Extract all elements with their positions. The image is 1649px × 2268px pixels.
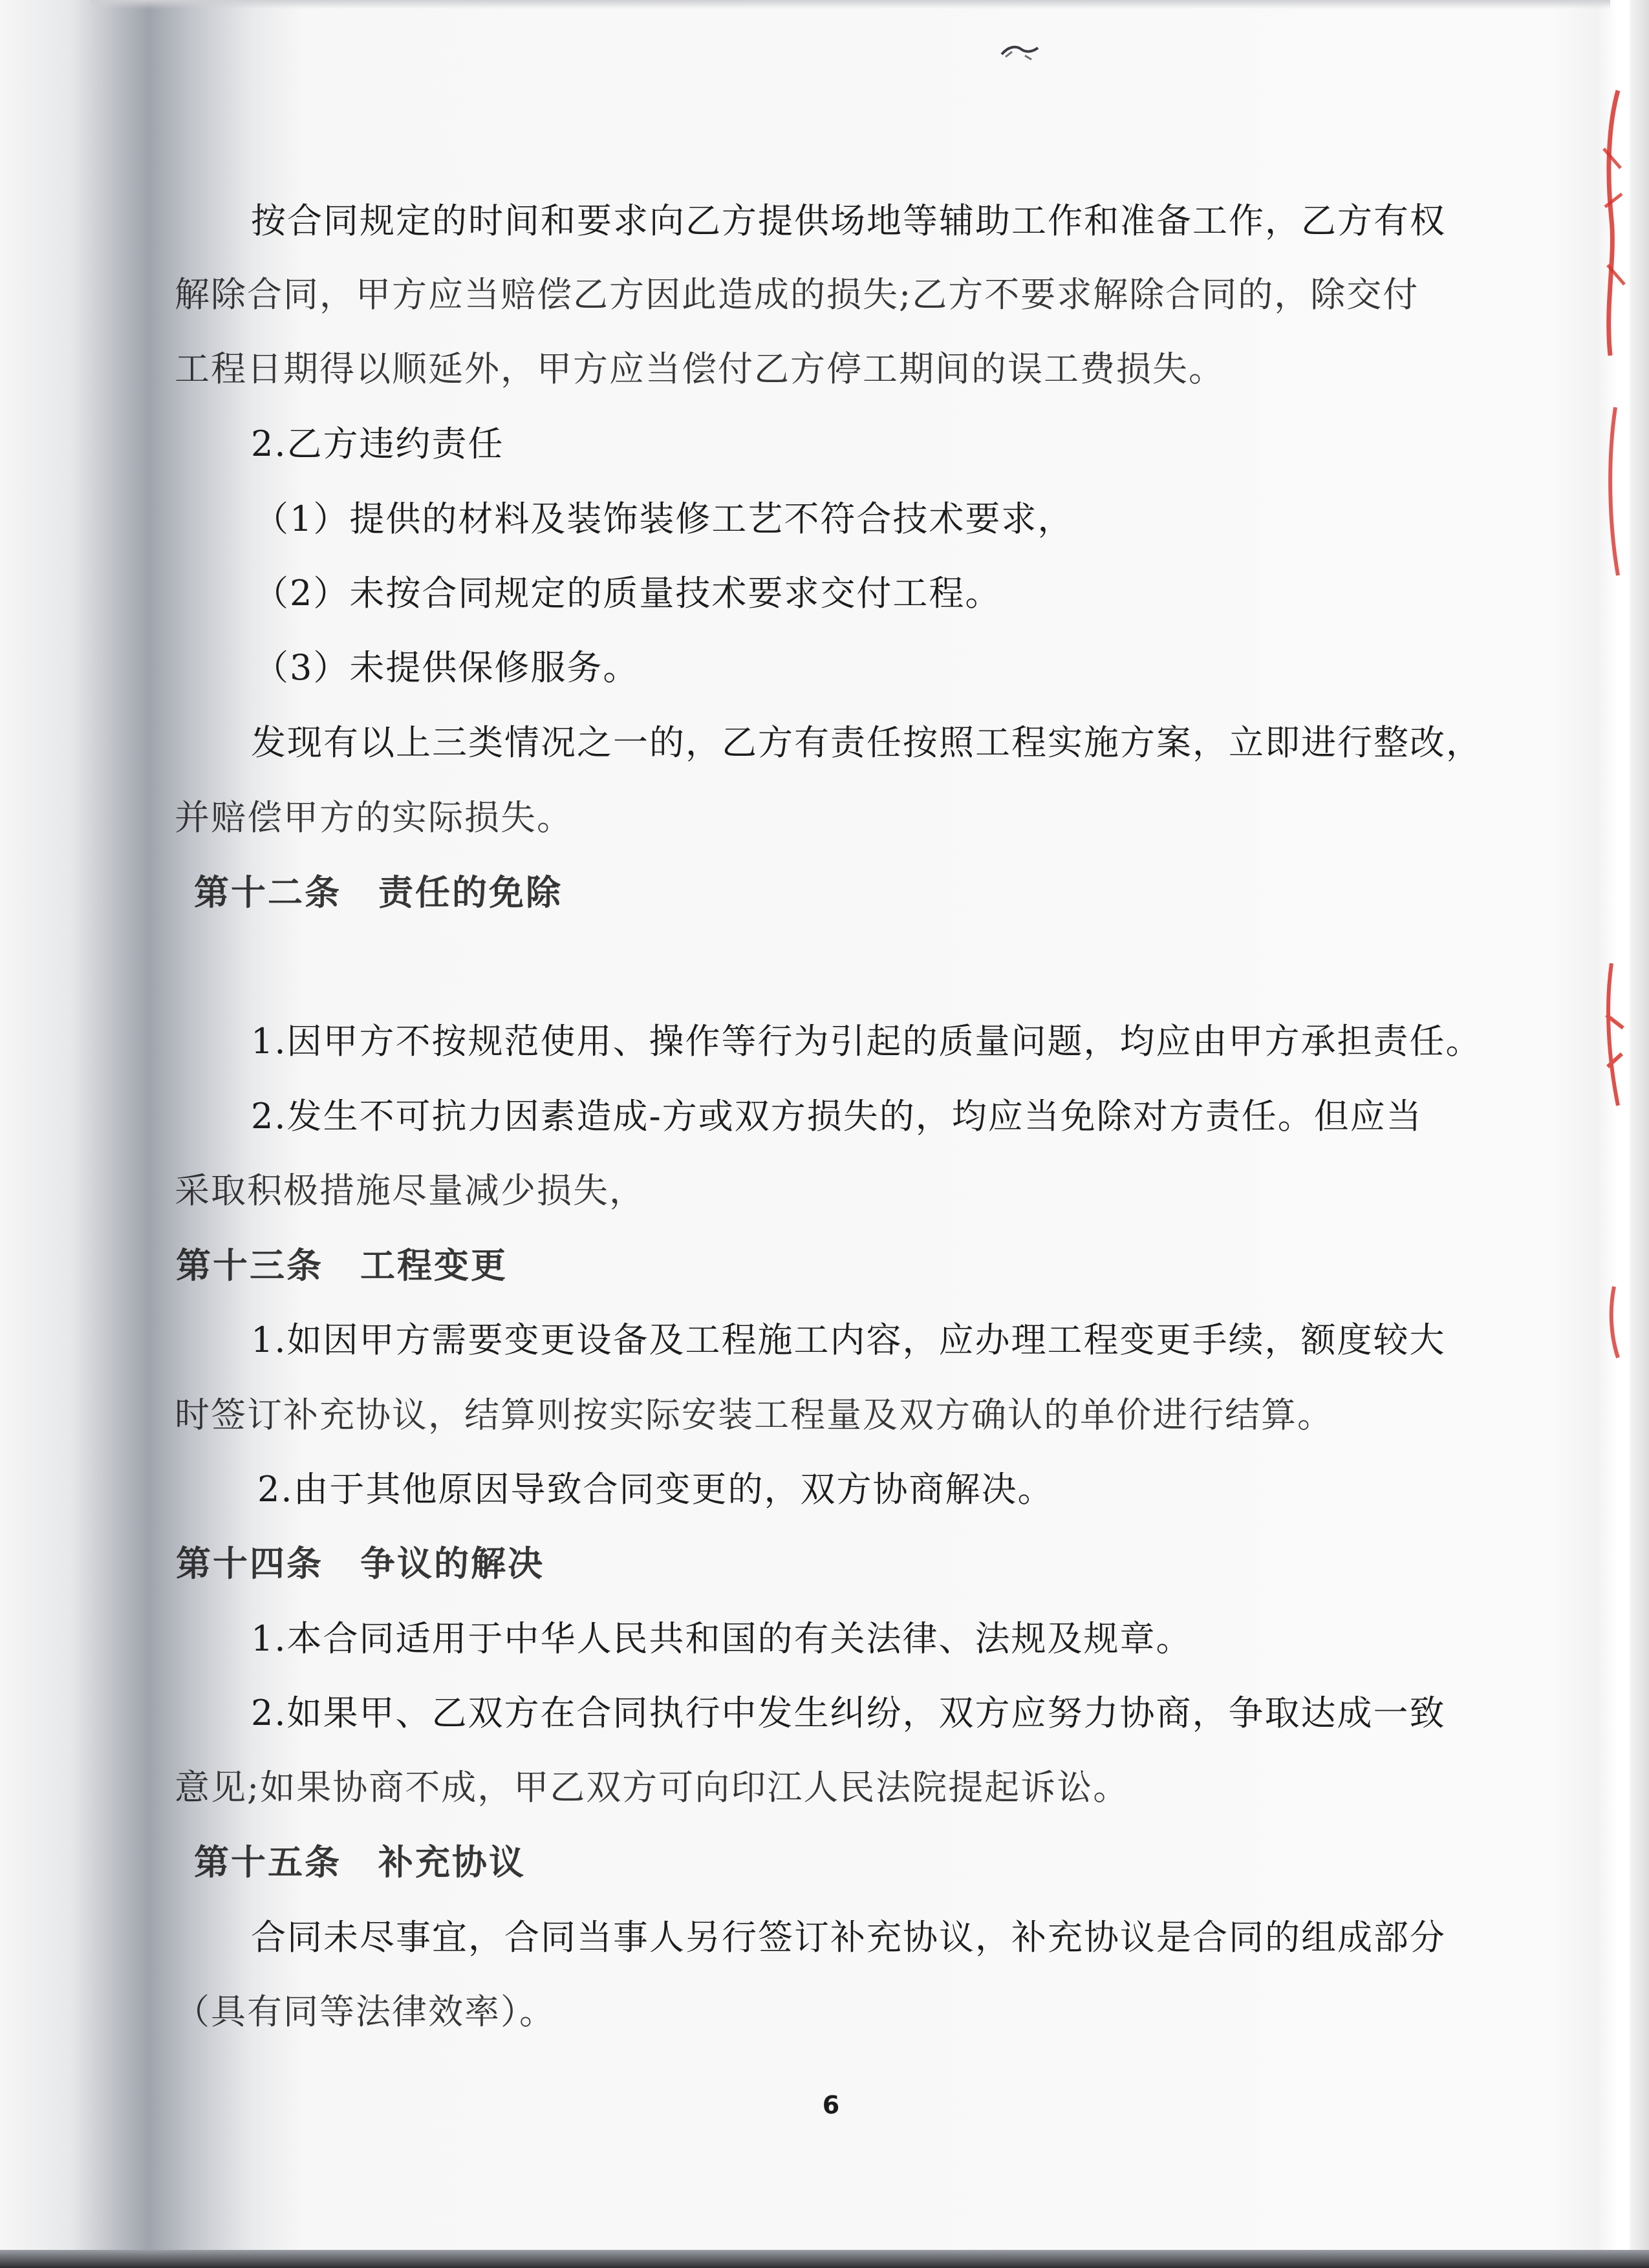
body-text-line: 合同未尽事宜，合同当事人另行签订补充协议，补充协议是合同的组成部分 — [251, 1917, 1446, 1958]
article-heading: 第十三条 工程变更 — [176, 1245, 508, 1286]
body-text-line: 发现有以上三类情况之一的，乙方有责任按照工程实施方案，立即进行整改， — [251, 722, 1482, 763]
list-item: （3）未提供保修服务。 — [253, 647, 640, 688]
body-text-line: 意见;如果协商不成，甲乙双方可向印江人民法院提起诉讼。 — [175, 1767, 1130, 1808]
body-text-line: 时签订补充协议，结算则按实际安装工程量及双方确认的单价进行结算。 — [175, 1395, 1333, 1435]
body-text-line: 2.由于其他原因导致合同变更的，双方协商解决。 — [257, 1469, 1054, 1510]
body-text-line: 并赔偿甲方的实际损失。 — [175, 797, 573, 838]
body-text-line: 1.如因甲方需要变更设备及工程施工内容，应办理工程变更手续，额度较大 — [251, 1320, 1446, 1360]
list-item: （1）提供的材料及装饰装修工艺不符合技术要求， — [253, 498, 1074, 539]
body-text-line: 1.本合同适用于中华人民共和国的有关法律、法规及规章。 — [251, 1618, 1192, 1659]
section-subheading: 2.乙方违约责任 — [251, 423, 504, 464]
body-text-line: （具有同等法律效率）。 — [175, 1991, 555, 2032]
body-text-line: 解除合同，甲方应当赔偿乙方因此造成的损失;乙方不要求解除合同的，除交付 — [175, 274, 1419, 315]
article-heading: 第十四条 争议的解决 — [176, 1543, 544, 1584]
article-heading: 第十二条 责任的免除 — [194, 872, 563, 913]
body-text-line: 2.如果甲、乙双方在合同执行中发生纠纷，双方应努力协商，争取达成一致 — [251, 1693, 1446, 1733]
body-text-line: 按合同规定的时间和要求向乙方提供场地等辅助工作和准备工作，乙方有权 — [251, 200, 1446, 241]
page-number: 6 — [822, 2091, 840, 2119]
body-text-line: 2.发生不可抗力因素造成-方或双方损失的，均应当免除对方责任。但应当 — [251, 1096, 1423, 1137]
list-item: （2）未按合同规定的质量技术要求交付工程。 — [253, 573, 1002, 614]
article-heading: 第十五条 补充协议 — [194, 1842, 526, 1883]
body-text-line: 采取积极措施尽量减少损失， — [175, 1170, 645, 1211]
body-text-line: 工程日期得以顺延外，甲方应当偿付乙方停工期间的误工费损失。 — [175, 348, 1225, 389]
body-text-line: 1.因甲方不按规范使用、操作等行为引起的质量问题，均应由甲方承担责任。 — [251, 1021, 1482, 1062]
